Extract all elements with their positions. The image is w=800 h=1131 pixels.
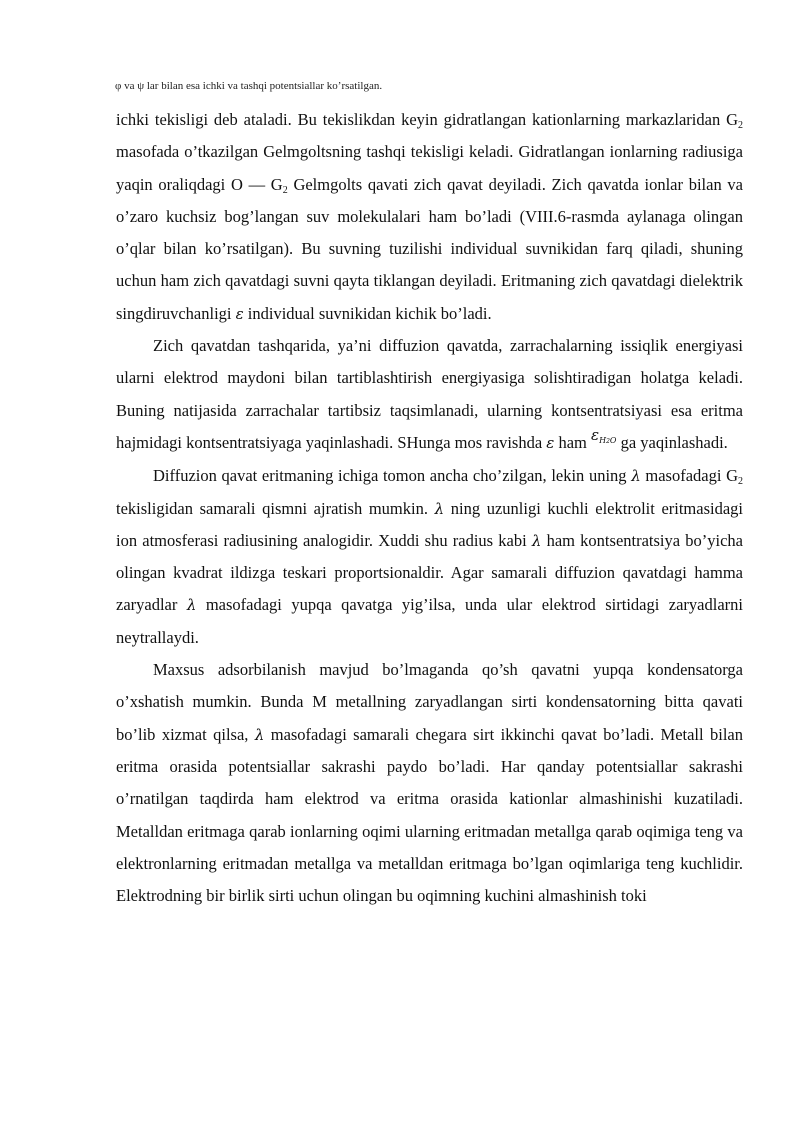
epsilon-h2o-symbol: εH2O <box>591 425 617 445</box>
body-text <box>116 104 743 912</box>
epsilon-symbol: ε <box>546 433 555 452</box>
paragraph-2: Zich qavatdan tashqarida, ya’ni diffuzion qavatda, zarrachalarning issiqlik energiyasi ularni elektrod maydoni bilan tartiblashtirish energiyasiga solishtiradigan holatga keladi. Buning natijasida zarrachalar tartibsiz taqsimlanadi, ularning kontsentratsiyasi esa eritma hajmidagi kontsentratsiyaga yaqinlashadi. SHunga mos ravishda ε ham $^{\varepsilon_{H2O}}$ ga yaqinlashadi. <box>116 336 743 452</box>
epsilon-symbol: ε <box>235 304 244 323</box>
lambda-symbol: λ <box>434 499 445 518</box>
figure-caption: φ va ψ lar bilan esa ichki va tashqi potentsiallar ko’rsatilgan. <box>115 80 383 92</box>
paragraph-1: ichki tekisligi deb ataladi. Bu tekislikdan keyin gidratlangan kationlarning markazlaridan $G_2$ masofada o’tkazilgan Gelmgoltsning tashqi tekisligi keladi. Gidratlangan ionlarning radiusiga yaqin oraliqdagi O — $G_2$ Gelmgolts qavati zich qavat deyiladi. Zich qavatda ionlar bilan va o’zaro kuchsiz bog’langan suv molekulalari ham bo’ladi (VIII.6-rasmda aylanaga olingan o’qlar bilan ko’rsatilgan). Bu suvning tuzilishi individual suvnikidan farq qiladi, shuning uchun ham zich qavatdagi suvni qayta tiklangan deyiladi. Eritmaning zich qavatdagi dielektrik singdiruvchanligi ε individual suvnikidan kichik bo’ladi. <box>116 110 743 323</box>
lambda-symbol: λ <box>254 725 265 744</box>
lambda-symbol: λ <box>186 596 197 615</box>
paragraph-3: Diffuzion qavat eritmaning ichiga tomon ancha cho’zilgan, lekin uning λ masofadagi $G_2$ tekisligidan samarali qismni ajratish mumkin. λ ning uzunligi kuchli elektrolit eritmasidagi ion atmosferasi radiusining analogidir. Xuddi shu radius kabi λ ham kontsentratsiya bo’yicha olingan kvadrat ildizga teskari proportsionaldir. Agar samarali diffuzion qavatdagi hamma zaryadlar λ masofadagi yupqa qavatga yig’ilsa, unda ular elektrod sirtidagi zaryadlarni neytrallaydi. <box>116 466 743 647</box>
lambda-symbol: λ <box>531 531 542 550</box>
paragraph-4: Maxsus adsorbilanish mavjud bo’lmaganda qo’sh qavatni yupqa kondensatorga o’xshatish mumkin. Bunda M metallning zaryadlangan sirti kondensatorning bitta qavati bo’lib xizmat qilsa, λ masofadagi samarali chegara sirt ikkinchi qavat bo’ladi. Metall bilan eritma orasida potentsiallar sakrashi paydo bo’ladi. Har qanday potentsiallar sakrashi o’rnatilgan taqdirda ham elektrod va eritma orasida kationlar almashinishi kuzatiladi. Metalldan eritmaga qarab ionlarning oqimi ularning eritmadan metallga qarab oqimiga teng va elektronlarning eritmadan metallga va metalldan eritmaga bo’lgan oqimlariga teng kuchlidir. Elektrodning bir birlik sirti uchun olingan bu oqimning kuchini almashinish toki <box>116 660 743 906</box>
lambda-symbol: λ <box>631 467 641 486</box>
